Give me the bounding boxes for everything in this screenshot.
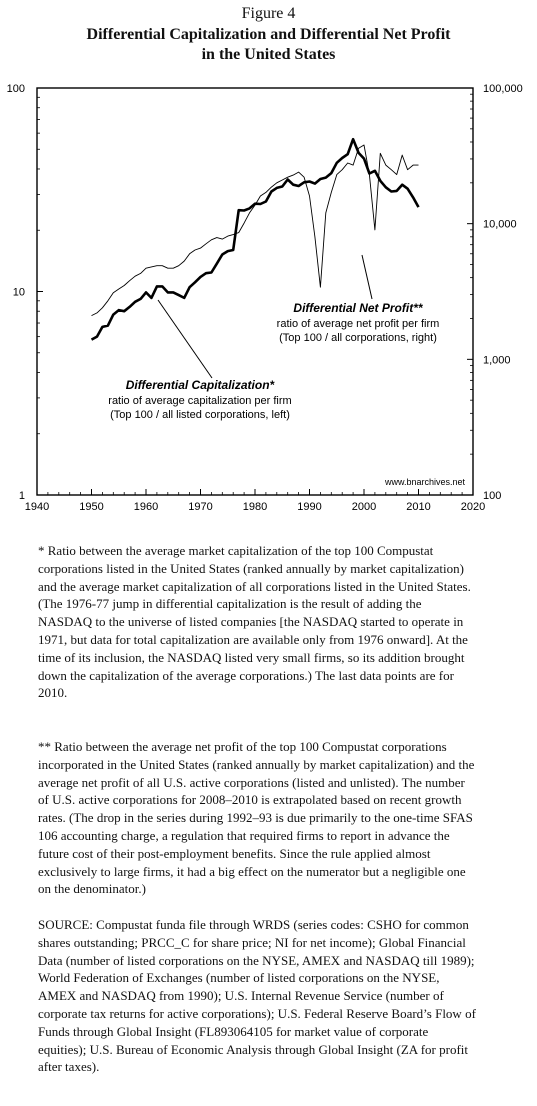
capitalization-annotation-title: Differential Capitalization* [125, 378, 275, 392]
note-net-profit: ** Ratio between the average net profit of the top 100 Compustat corporations incorporated in the United States (ranked annually by market capitalization) and the average net profit of all U.S. active corporations (listed and unlisted). The number of U.S. active corporations for 2008–2010 is extrapolated based on recent growth rates. (The drop in the series during 1992–93 is due primarily to the one-time SFAS 106 accounting charge, a regulation that required firms to report in advance the future cost of their post-employment benefits. Since the rule applied almost exclusively to large firms, it had a big effect on the numerator but a negligible one on the denominator.) [38, 739, 475, 897]
right-y-tick-label: 100,000 [483, 83, 523, 95]
net-profit-annotation-line-2: (Top 100 / all corporations, right) [279, 332, 437, 344]
x-tick-label: 1970 [188, 501, 213, 513]
right-y-tick-label: 10,000 [483, 218, 517, 231]
figure-label: Figure 4 [241, 5, 296, 22]
left-y-tick-label: 10 [12, 286, 25, 299]
net-profit-annotation-line-1: ratio of average net profit per firm [276, 318, 440, 330]
right-y-tick-label: 1,000 [483, 354, 511, 367]
plot-frame [37, 88, 473, 495]
watermark: www.bnarchives.net [384, 477, 465, 487]
chart-svg [0, 75, 537, 525]
x-tick-label: 1950 [79, 501, 104, 513]
left-y-tick-label: 100 [6, 83, 25, 95]
capitalization-annotation-line-2: (Top 100 / all listed corporations, left) [110, 409, 290, 421]
chart-title-line-2: in the United States [201, 46, 336, 63]
x-tick-label: 1940 [24, 501, 50, 513]
x-axis [25, 489, 485, 513]
x-tick-label: 1960 [133, 501, 159, 513]
capitalization-pointer [158, 300, 212, 378]
note-capitalization: * Ratio between the average market capitalization of the top 100 Compustat corporations listed in the United States (ranked annually by market capitalization) and the average market capitalization of all corporations listed in the United States. (The 1976-77 jump in differential capitalization is the result of adding the NASDAQ to the universe of listed companies [the NASDAQ started to operate in 1971, but data for total capitalization are available only from 1976 onward]. At the time of its inclusion, the NASDAQ listed very small firms, so its addition brought down the capitalization of the average corporations.) The last data points are for 2010. [38, 543, 471, 701]
chart-title [20, 25, 517, 65]
net-profit-pointer [362, 255, 372, 299]
left-y-tick-label: 1 [18, 490, 25, 502]
net-profit-annotation-title: Differential Net Profit** [293, 301, 423, 315]
chart-title-line-1: Differential Capitalization and Differential Net Profit [86, 26, 451, 43]
x-tick-label: 2010 [406, 501, 431, 513]
x-tick-label: 1990 [297, 501, 322, 513]
y-axis-right [467, 83, 523, 502]
right-y-tick-label: 100 [483, 490, 502, 502]
x-tick-label: 2000 [351, 501, 377, 513]
x-tick-label: 2020 [460, 501, 486, 513]
x-tick-label: 1980 [242, 501, 268, 513]
capitalization-annotation-line-1: ratio of average capitalization per firm [108, 395, 292, 407]
note-source: SOURCE: Compustat funda file through WRDS (series codes: CSHO for common shares outstanding; PRCC_C for share price; NI for net income); Global Financial Data (number of listed corporations on the NYSE, AMEX and NASDAQ till 1989); World Federation of Exchanges (number of listed corporations on the NYSE, AMEX and NASDAQ from 1990); U.S. Internal Revenue Service (number of corporate tax returns for active corporations); U.S. Federal Reserve Board’s Flow of Funds through Global Insight (FL893064105 for market value of corporate equities); U.S. Bureau of Economic Analysis through Global Insight (ZA for profit after taxes). [38, 917, 476, 1075]
